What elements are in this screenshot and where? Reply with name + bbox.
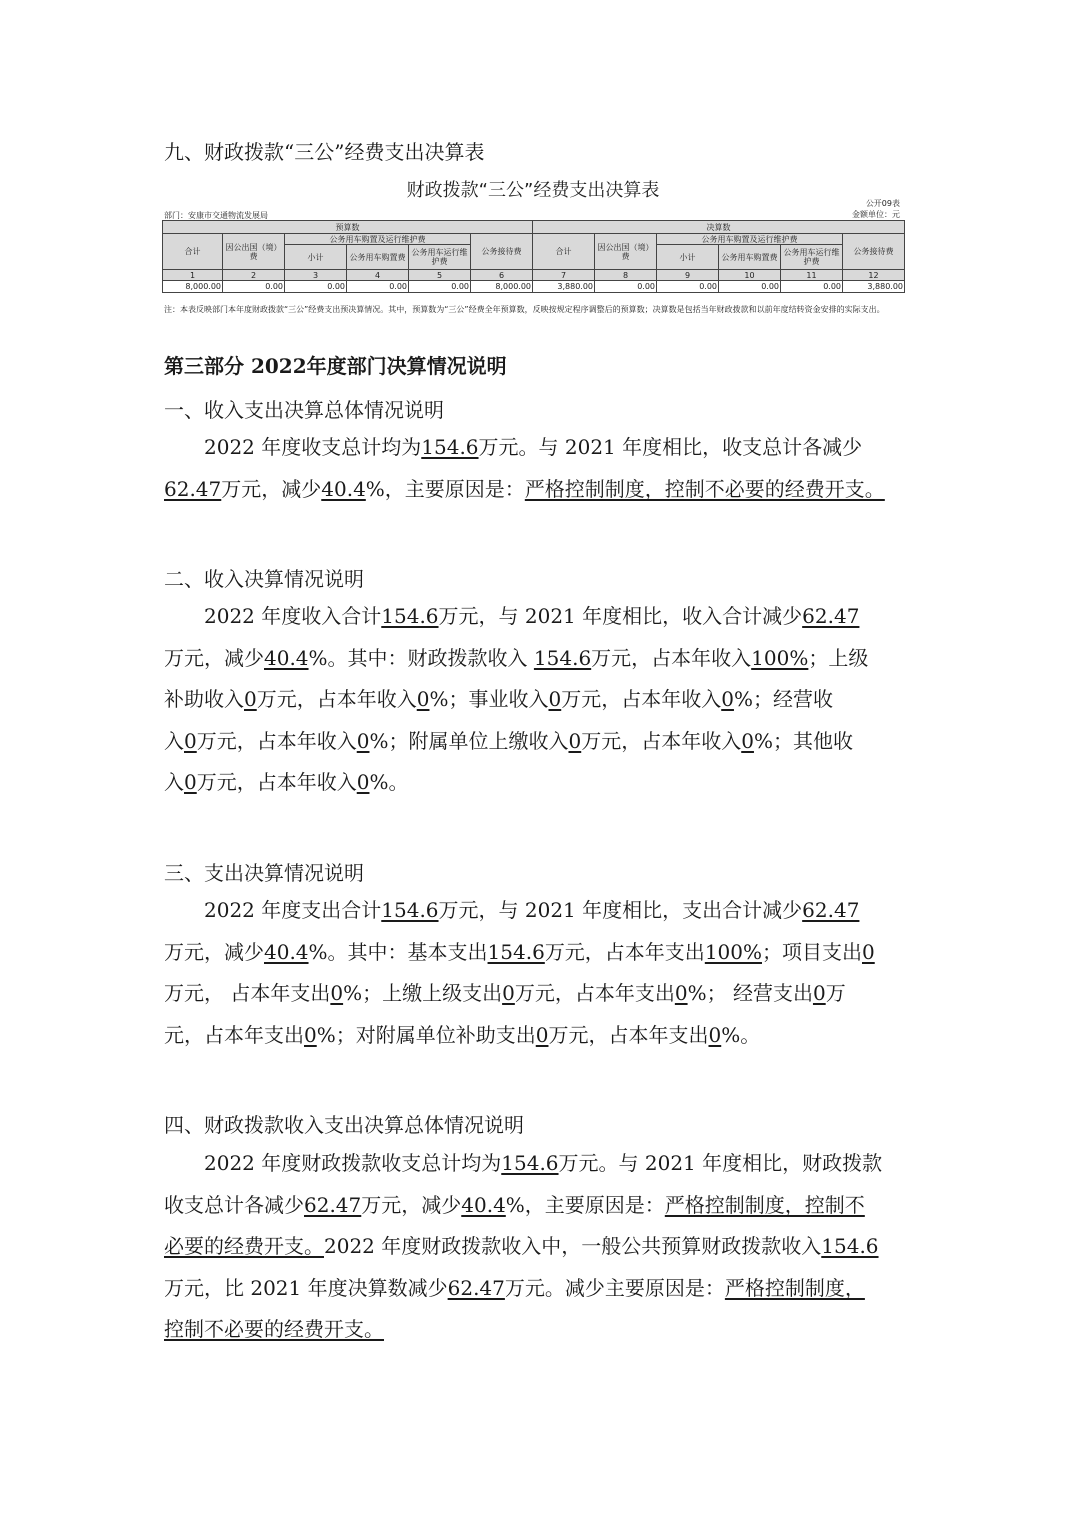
underlined-value: 62.47	[164, 476, 222, 501]
table-cell: 8,000.00	[471, 281, 533, 293]
col-number: 12	[843, 270, 905, 281]
text-line: 万元，减少40.4%。其中：财政拨款收入 154.6万元，占本年收入100%；上级	[164, 645, 869, 670]
underlined-value: 40.4	[461, 1192, 506, 1217]
underlined-value: 0	[356, 728, 370, 753]
col-number: 4	[347, 270, 409, 281]
header-total: 合计	[163, 234, 223, 270]
underlined-value: 0	[502, 981, 515, 1005]
col-number: 2	[223, 270, 285, 281]
section-heading-3: 三、支出决算情况说明	[164, 861, 364, 885]
col-number: 6	[471, 270, 533, 281]
header-reception: 公务接待费	[471, 234, 533, 270]
header-subtotal: 小计	[657, 245, 719, 270]
table-cell: 8,000.00	[163, 281, 223, 293]
text-line: 万元，减少40.4%。其中：基本支出154.6万元，占本年支出100%；项目支出0	[164, 939, 875, 964]
underlined-value: 0	[184, 770, 197, 794]
underlined-value: 0	[812, 981, 826, 1005]
underlined-value: 62.47	[802, 898, 860, 922]
underlined-value: 0	[356, 770, 370, 794]
underlined-value: 40.4	[264, 939, 309, 964]
underlined-value: 0	[741, 728, 754, 753]
underlined-value: 0	[184, 728, 197, 753]
text-line: 入0万元，占本年收入0%。	[164, 770, 409, 794]
part3-heading: 第三部分 2022年度部门决算情况说明	[164, 354, 507, 378]
underlined-value: 0	[330, 981, 344, 1005]
section-heading-2: 二、收入决算情况说明	[164, 567, 364, 591]
text-line: 万元， 占本年支出0%；上缴上级支出0万元，占本年支出0%； 经营支出0万	[164, 981, 846, 1005]
table-cell: 0.00	[285, 281, 347, 293]
text-line: 入0万元，占本年收入0%；附属单位上缴收入0万元，占本年收入0%；其他收	[164, 728, 853, 753]
text-line: 62.47万元，减少40.4%，主要原因是：严格控制制度，控制不必要的经费开支。	[164, 476, 885, 501]
header-purchase: 公务用车购置费	[347, 245, 409, 270]
table-department: 部门：安康市交通物流发展局	[164, 211, 268, 220]
underlined-value: 必要的经费开支。	[164, 1234, 324, 1258]
table-cell: 0.00	[781, 281, 843, 293]
header-total: 合计	[533, 234, 595, 270]
underlined-value: 62.47	[304, 1192, 362, 1217]
text-line: 2022 年度收支总计均为154.6万元。与 2021 年度相比，收支总计各减少	[204, 435, 863, 459]
underlined-value: 100%	[704, 939, 762, 964]
header-subtotal: 小计	[285, 245, 347, 270]
underlined-value: 0	[304, 1022, 317, 1047]
text-line: 2022 年度收入合计154.6万元，与 2021 年度相比，收入合计减少62.47	[204, 604, 860, 628]
underlined-value: 62.47	[802, 604, 860, 628]
text-line: 收支总计各减少62.47万元，减少40.4%，主要原因是：严格控制制度，控制不	[164, 1192, 865, 1217]
section-heading-1: 一、收入支出决算总体情况说明	[164, 398, 444, 422]
text-line: 元，占本年支出0%；对附属单位补助支出0万元，占本年支出0%。	[164, 1022, 761, 1047]
col-number: 1	[163, 270, 223, 281]
underlined-value: 154.6	[487, 939, 545, 964]
text-line: 必要的经费开支。2022 年度财政拨款收入中，一般公共预算财政拨款收入154.6	[164, 1234, 879, 1258]
col-number: 5	[409, 270, 471, 281]
underlined-value: 62.47	[447, 1275, 505, 1300]
section-heading-9: 九、财政拨款“三公”经费支出决算表	[164, 140, 485, 164]
paragraph-3	[164, 890, 916, 1056]
table-code: 公开09表	[865, 199, 900, 208]
underlined-value: 154.6	[533, 645, 592, 670]
header-operation: 公务用车运行维护费	[781, 245, 843, 270]
table-cell: 0.00	[347, 281, 409, 293]
table-unit: 金额单位：元	[852, 210, 900, 219]
section-heading-4: 四、财政拨款收入支出决算总体情况说明	[164, 1113, 524, 1137]
underlined-value: 154.6	[421, 435, 479, 459]
underlined-value: 0	[535, 1022, 549, 1047]
underlined-value: 0	[674, 981, 688, 1005]
table-note: 注：本表反映部门本年度财政拨款“三公”经费支出预决算情况。其中，预算数为“三公”经费全年预算数，反映按规定程序调整后的预算数；决算数是包括当年财政拨款和以前年度结转资金安排的实际支出。	[164, 305, 885, 314]
header-purchase: 公务用车购置费	[719, 245, 781, 270]
header-vehicle-group: 公务用车购置及运行维护费	[285, 234, 471, 245]
underlined-value: 154.6	[821, 1234, 879, 1258]
paragraph-1	[164, 427, 916, 510]
data-table	[162, 220, 905, 293]
underlined-value: 0	[548, 687, 562, 711]
three-public-expenses-table	[162, 178, 904, 330]
header-abroad: 因公出国（境）费	[595, 234, 657, 270]
col-number: 10	[719, 270, 781, 281]
underlined-value: 严格控制制度，控制不	[664, 1192, 865, 1217]
header-reception: 公务接待费	[843, 234, 905, 270]
underlined-value: 0	[708, 1022, 722, 1047]
col-number: 8	[595, 270, 657, 281]
underlined-value: 0	[244, 687, 257, 711]
text-line: 补助收入0万元，占本年收入0%；事业收入0万元，占本年收入0%；经营收	[164, 687, 833, 711]
table-title: 财政拨款“三公”经费支出决算表	[406, 180, 660, 201]
underlined-value: 0	[862, 939, 875, 964]
underlined-value: 0	[568, 728, 582, 753]
table-cell: 0.00	[657, 281, 719, 293]
table-cell: 0.00	[409, 281, 471, 293]
col-number: 3	[285, 270, 347, 281]
underlined-value: 0	[416, 687, 430, 711]
header-abroad: 因公出国（境）费	[223, 234, 285, 270]
header-budget-group: 预算数	[163, 221, 533, 234]
underlined-value: 严格控制制度，	[724, 1275, 865, 1300]
table-cell: 3,880.00	[843, 281, 905, 293]
table-cell: 0.00	[595, 281, 657, 293]
header-vehicle-group: 公务用车购置及运行维护费	[657, 234, 843, 245]
underlined-value: 154.6	[381, 898, 439, 922]
underlined-value: 0	[721, 687, 734, 711]
underlined-value: 154.6	[501, 1151, 559, 1175]
underlined-value: 40.4	[321, 476, 366, 501]
table-cell: 0.00	[719, 281, 781, 293]
underlined-value: 严格控制制度，控制不必要的经费开支。	[524, 476, 885, 501]
underlined-value: 控制不必要的经费开支。	[164, 1317, 384, 1341]
header-operation: 公务用车运行维护费	[409, 245, 471, 270]
underlined-value: 154.6	[381, 604, 439, 628]
underlined-value: 40.4	[264, 645, 309, 670]
text-line: 万元，比 2021 年度决算数减少62.47万元。减少主要原因是：严格控制制度，	[164, 1275, 865, 1300]
paragraph-4	[164, 1143, 916, 1351]
paragraph-2	[164, 596, 916, 804]
table-cell: 3,880.00	[533, 281, 595, 293]
col-number: 7	[533, 270, 595, 281]
col-number: 9	[657, 270, 719, 281]
col-number: 11	[781, 270, 843, 281]
underlined-value: 100%	[751, 645, 809, 670]
text-line	[164, 1309, 916, 1351]
table-cell: 0.00	[223, 281, 285, 293]
text-line: 2022 年度财政拨款收支总计均为154.6万元。与 2021 年度相比，财政拨款	[204, 1151, 883, 1175]
text-line: 2022 年度支出合计154.6万元，与 2021 年度相比，支出合计减少62.47	[204, 898, 860, 922]
header-final-group: 决算数	[533, 221, 905, 234]
